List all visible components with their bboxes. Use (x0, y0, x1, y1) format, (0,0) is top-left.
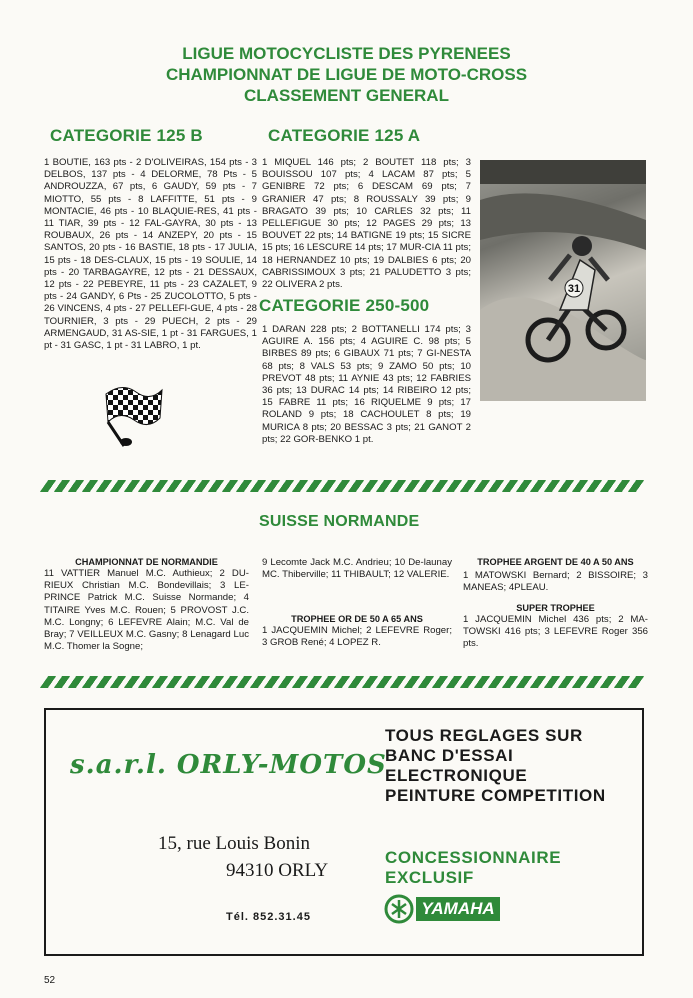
yamaha-tuning-fork-icon (384, 894, 414, 924)
address-city: 94310 ORLY (226, 860, 329, 881)
ad-line-2: BANC D'ESSAI (385, 746, 514, 765)
normandie-title: CHAMPIONNAT DE NORMANDIE (75, 557, 218, 567)
title-line-1: LIGUE MOTOCYCLISTE DES PYRENEES (182, 44, 511, 63)
ad-line-3: ELECTRONIQUE (385, 766, 528, 785)
super-trophee-title: SUPER TROPHEE (516, 603, 595, 613)
cat-125a-results: 1 MIQUEL 146 pts; 2 BOUTET 118 pts; 3 BOUISSOU 107 pts; 4 LACAM 87 pts; 5 GENIBRE 72 pts; 6 DESCAM 69 pts; 7 GRANIER 47 pts; 8 ROUSSALY 39 pts; 9 BRAGATO 39 pts; 10 CARLES 32 pts; 11 PELLEFIGUE 30 pts; 12 PAGES 29 pts; 13 BOUVET 22 pts; 14 BATIGNE 19 pts; 15 SICRE 15 pts; 16 LESCURE 14 pts; 17 MUR-CIA 11 pts; 18 HERNANDEZ 10 pts; 19 DALBIES 6 pts; 20 CABRISSIMOUX 3 pts; 21 PALUDETTO 3 pts; 22 OLIVERA 2 pts. (262, 157, 471, 291)
title-line-3: CLASSEMENT GENERAL (244, 86, 449, 105)
ad-line-4: PEINTURE COMPETITION (385, 786, 606, 805)
motocross-photo (480, 160, 646, 401)
normandie-results-cont: 9 Lecomte Jack M.C. Andrieu; 10 De-launay MC. Thiberville; 11 THIBAULT; 12 VALERIE. (262, 557, 452, 581)
trophee-argent-results: 1 MATOWSKI Bernard; 2 BISSOIRE; 3 MANEAS; 4PLEAU. (463, 570, 648, 594)
cat-125a-title: CATEGORIE 125 A (268, 126, 421, 145)
checkered-flag-icon (98, 380, 168, 448)
cat-125b-title: CATEGORIE 125 B (50, 126, 203, 145)
cat-250-results: 1 DARAN 228 pts; 2 BOTTANELLI 174 pts; 3 AGUIRE A. 156 pts; 4 AGUIRE C. 98 pts; 5 BIRBES 89 pts; 6 GIBAUX 71 pts; 7 GI-NESTA 68 pts; 8 VALS 53 pts; 9 ZAMO 50 pts; 10 PREVOT 48 pts; 11 AYNIE 43 pts; 12 FABRIES 36 pts; 13 DURAC 14 pts; 14 RIBEIRO 12 pts; 15 FABRE 11 pts; 16 RIQUELME 9 pts; 17 ROLAND 9 pts; 18 CACHOULET 8 pts; 19 MURICA 8 pts; 20 BESSAC 3 pts; 21 GANOT 2 pts; 22 GOR-BENKO 1 pt. (262, 324, 471, 445)
concessionnaire-label: CONCESSIONNAIRE (385, 848, 562, 867)
trophee-or-title: TROPHEE OR DE 50 A 65 ANS (291, 614, 423, 624)
divider-stripe-top (40, 480, 646, 492)
divider-stripe-bottom (40, 676, 646, 688)
title-line-2: CHAMPIONNAT DE LIGUE DE MOTO-CROSS (165, 65, 528, 84)
address-street: 15, rue Louis Bonin (158, 833, 310, 854)
telephone: Tél. 852.31.45 (226, 911, 311, 923)
cat-250-title: CATEGORIE 250-500 (259, 296, 430, 315)
trophee-or-results: 1 JACQUEMIN Michel; 2 LEFEVRE Roger; 3 GROB René; 4 LOPEZ R. (262, 625, 452, 649)
bike-number: 31 (567, 283, 581, 295)
trophee-argent-title: TROPHEE ARGENT DE 40 A 50 ANS (477, 557, 634, 567)
page-number: 52 (44, 975, 56, 986)
motocross-rider-illustration (480, 160, 646, 401)
normandie-results: 11 VATTIER Manuel M.C. Authieux; 2 DU-RIEUX Christian M.C. Bondevillais; 3 LE-PRINCE Patrick M.C. Suisse Normande; 4 TITAIRE Yves M.C. Rouen; 5 PROVOST J.C. M.C. Longny; 6 LEFEVRE Alain; M.C. Val de Bray; 7 VEILLEUX M.C. Gasny; 8 Lenagard Luc M.C. Thomer la Sogne; (44, 568, 249, 653)
cat-125b-results: 1 BOUTIE, 163 pts - 2 D'OLIVEIRAS, 154 pts - 3 DELBOS, 137 pts - 4 DELORME, 78 Pts - 5 ANDROUZZA, 67 pts, 6 GAUDY, 59 pts - 7 MIOTTO, 55 pts - 8 LAFFITTE, 51 pts - 9 MONTACIE, 46 pts - 10 BLAQUIE-RES, 41 pts - 11 TIAR, 39 pts - 12 FAL-GAYRA, 30 pts - 13 ROUBAUX, 26 pts - 14 ANZEPY, 20 pts - 15 SANTOS, 20 pts - 16 BASTIE, 18 pts - 17 JULIA, 15 pts - 18 DES-CLAUX, 15 pts - 19 SOULIE, 14 pts - 20 TARBAGAYRE, 12 pts - 21 DESSAUX, 12 pts - 22 PEBEYRE, 11 pts - 23 CAZALET, 9 pts - 24 GANDY, 6 Pts - 25 ZUCOLOTTO, 5 pts - 26 VINCENS, 4 pts - 27 PELLEFI-GUE, 4 pts - 28 TOURNIER, 3 pts - 29 PUECH, 2 pts - 29 ARMENGAUD, 31 AS-SIE, 1 pt - 31 FARGUES, 1 pt - 31 GASC, 1 pt - 31 LABRO, 1 pt. (44, 157, 257, 352)
yamaha-logo (384, 894, 500, 924)
yamaha-brand: YAMAHA (416, 897, 500, 921)
super-trophee-results: 1 JACQUEMIN Michel 436 pts; 2 MA-TOWSKI 416 pts; 3 LEFEVRE Roger 356 pts. (463, 614, 648, 650)
suisse-normande-title: SUISSE NORMANDE (259, 513, 420, 530)
company-name: s.a.r.l. ORLY-MOTOS (70, 750, 387, 780)
exclusif-label: EXCLUSIF (385, 868, 474, 887)
ad-line-1: TOUS REGLAGES SUR (385, 726, 583, 745)
